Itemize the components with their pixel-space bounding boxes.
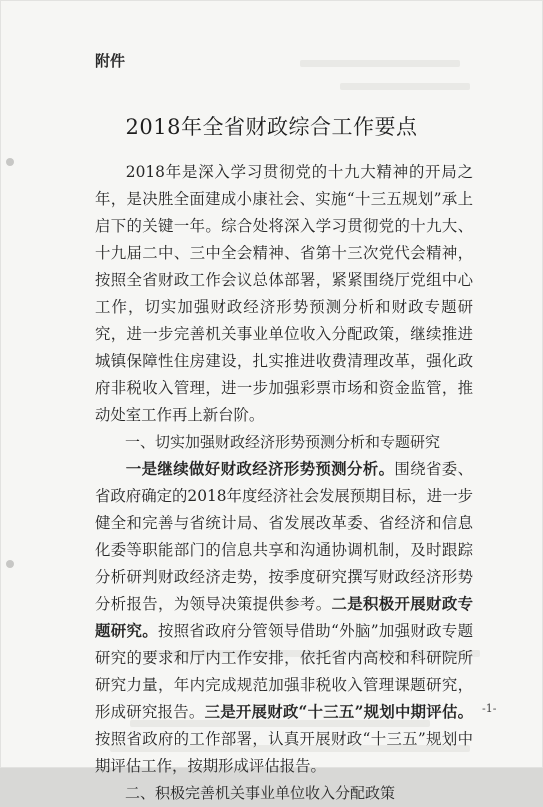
document-body	[95, 159, 473, 807]
section-1-paragraph	[95, 456, 473, 780]
document-title: 2018年全省财政综合工作要点	[125, 115, 418, 139]
punch-hole	[6, 560, 14, 568]
item-3-body: 按照省政府的工作部署，认真开展财政“十三五”规划中期评估工作，按期形成评估报告。	[95, 730, 473, 775]
item-3-lead: 三是开展财政“十三五”规划中期评估。	[204, 703, 473, 721]
intro-paragraph: 2018年是深入学习贯彻党的十九大精神的开局之年，是决胜全面建成小康社会、实施“十三五规划”承上启下的关键一年。综合处将深入学习贯彻党的十九大、十九届二中、三中全会精神、省第十三次党代会精神，按照全省财政工作会议总体部署，紧紧围绕厅党组中心工作，切实加强财政经济形势预测分析和财政专题研究，进一步完善机关事业单位收入分配政策，继续推进城镇保障性住房建设，扎实推进收费清理改革，强化政府非税收入管理，进一步加强彩票市场和资金监管，推动处室工作再上新台阶。	[95, 163, 473, 424]
show-through-line	[300, 60, 460, 67]
section-1-heading: 一、切实加强财政经济形势预测分析和专题研究	[125, 433, 441, 451]
section-2-heading: 二、积极完善机关事业单位收入分配政策	[125, 784, 396, 802]
item-1-body: 围绕省委、省政府确定的2018年度经济社会发展预期目标，进一步健全和完善与省统计局、省发展改革委、省经济和信息化委等职能部门的信息共享和沟通协调机制，及时跟踪分析研判财政经济走势，按季度研究撰写财政经济形势分析报告，为领导决策提供参考。	[95, 460, 473, 613]
item-2-lead: 二是积极开展财政专题研究。	[95, 595, 473, 640]
attachment-label: 附件	[95, 52, 126, 70]
item-1-lead: 一是继续做好财政经济形势预测分析。	[125, 460, 395, 478]
show-through-line	[340, 83, 470, 90]
item-2-body: 按照省政府分管领导借助“外脑”加强财政专题研究的要求和厅内工作安排，依托省内高校和科研院所研究力量，年内完成规范加强非税收入管理课题研究，形成研究报告。	[95, 622, 473, 721]
page-number: -1-	[482, 702, 497, 715]
punch-hole	[6, 158, 14, 166]
